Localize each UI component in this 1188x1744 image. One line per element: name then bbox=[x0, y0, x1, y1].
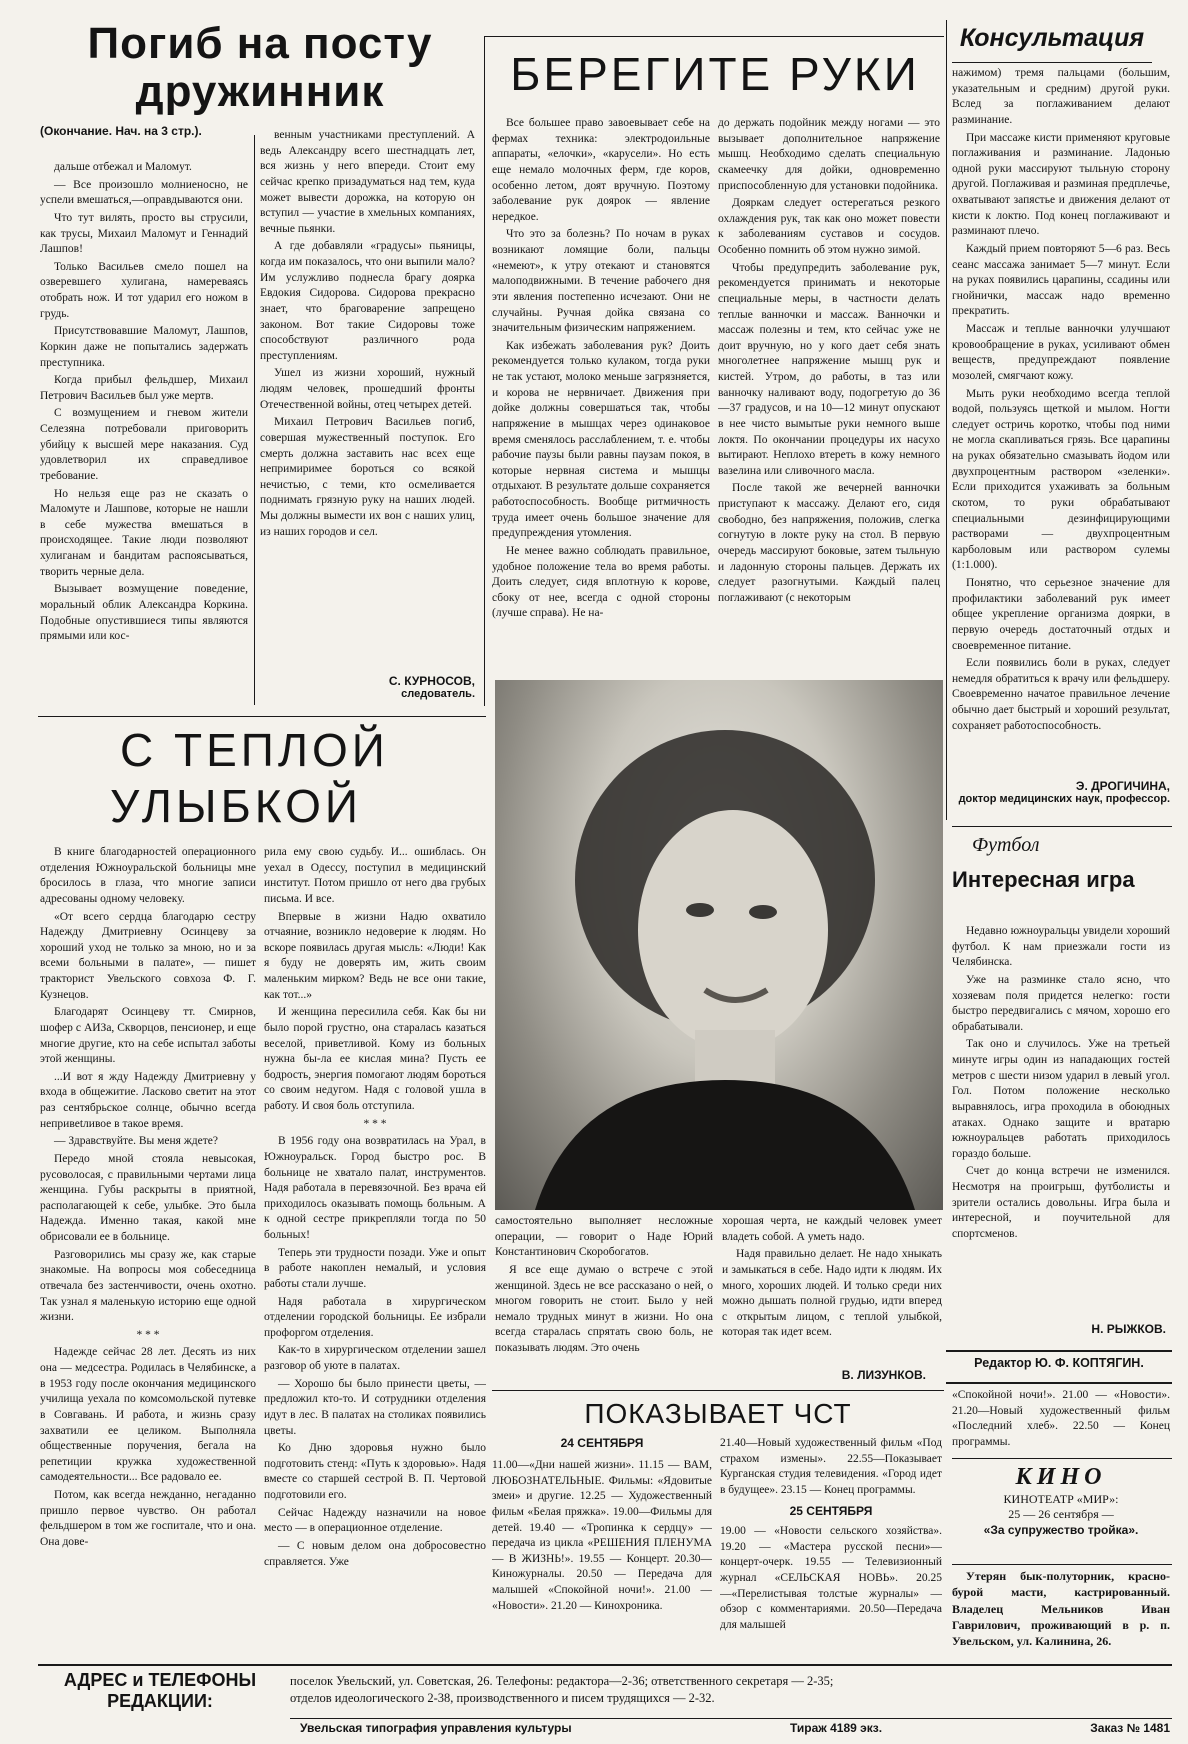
tv-day1-col2 bbox=[720, 1436, 942, 1504]
kino-film: «За супружество тройка». bbox=[983, 1523, 1139, 1537]
column-rule bbox=[254, 135, 255, 705]
paragraph: нажимом) тремя пальцами (большим, указательным и средним) другой руки. Вслед за поглаживанием делают разминание. bbox=[952, 67, 1170, 126]
article-beregite-col1 bbox=[492, 116, 710, 696]
paragraph: Сейчас Надежду назначили на новое место — в операционное отделение. bbox=[264, 1506, 486, 1535]
paragraph: — Здравствуйте. Вы меня ждете? bbox=[54, 1135, 218, 1148]
article-pogib-title-line1: Погиб на посту bbox=[87, 20, 433, 68]
paragraph: Надя работала в хирургическом отделении городской больницы. Ее избрали профоргом отделения. bbox=[264, 1295, 486, 1339]
tv-day2-col3 bbox=[952, 1388, 1170, 1454]
article-beregite bbox=[490, 44, 940, 114]
footer-address-line2: отделов идеологического 2-38, производственного и писем трудящихся — 2-32. bbox=[290, 1691, 715, 1705]
article-ulybka-col3 bbox=[495, 1214, 713, 1384]
editor-line bbox=[946, 1356, 1172, 1380]
tv-title: ПОКАЗЫВАЕТ ЧСТ bbox=[584, 1398, 852, 1429]
paragraph: В 1956 году она возвратилась на Урал, в Южноуральск. Город быстро рос. В больнице не хватало палат, инструментов. Надя работала в перевязочной. Без врача ей приходилось оказывать помощь больным. А к одной сестре прикрепляли тогда по 50 больных! bbox=[264, 1135, 486, 1241]
tv-day2-heading bbox=[720, 1504, 942, 1524]
paragraph: дальше отбежал и Маломут. bbox=[54, 161, 192, 173]
article-pogib-title-line2: дружинник bbox=[135, 67, 385, 116]
paragraph: венным участниками преступлений. А ведь Александру всего шестнадцать лет, вся жизнь у него впереди. Стоит ему сейчас крепко призадуматься над тем, куда может вывести дорожка, на которую он вступил — участие в хмельных компаниях, вечные пьянки. bbox=[260, 129, 475, 235]
signature-name: Э. ДРОГИЧИНА, bbox=[1075, 779, 1170, 793]
paragraph: Счет до конца встречи не изменился. Несмотря на проигрыш, футболисты и зрители остались довольны. Игра была и интересной, и поучительной для спортсменов. bbox=[952, 1165, 1170, 1240]
paragraph: Как-то в хирургическом отделении зашел разговор об уюте в палатах. bbox=[264, 1344, 486, 1372]
paragraph: Массаж и теплые ванночки улучшают кровообращение в руках, усиливают обмен веществ, предупреждают появление мозолей, смягчают кожу. bbox=[952, 323, 1170, 382]
article-pogib-signature bbox=[260, 670, 475, 710]
paragraph: Теперь эти трудности позади. Уже и опыт в работе накоплен немалый, и условия работы стали лучше. bbox=[264, 1246, 486, 1290]
paragraph: Присутствовавшие Маломут, Лашпов, Коркин даже не попытались задержать преступника. bbox=[40, 325, 248, 369]
paragraph: Передо мной стояла невысокая, русоволосая, с правильными чертами лица женщина. Губы раскрыты в приятной, располагающей к себе, улыбке. Это была Надежда. Именно такая, какой мне обрисовали ее в больнице. bbox=[40, 1152, 256, 1243]
tv-listing: 19.00 — «Новости сельского хозяйства». 19.20 — «Мастера русской песни»—концерт-очерк. 19.55 — Телевизионный журнал «СЕЛЬСКАЯ НОВЬ». 20.25—«Перелистывая толстые журналы» — обзор с комментариями. 20.50—Передача для малышей bbox=[720, 1525, 942, 1631]
paragraph: «От всего сердца благодарю сестру Надежду Дмитриевну Осинцеву за хороший уход не только за мною, но и за всеми больными в палате», — пишет тракторист Увельского совхоза Ф. Г. Кузнецов. bbox=[40, 910, 256, 1001]
footer-circulation: Тираж 4189 экз. bbox=[790, 1721, 883, 1735]
paragraph: — С новым делом она добросовестно справляется. Уже bbox=[264, 1539, 486, 1568]
signature-name: В. ЛИЗУНКОВ. bbox=[841, 1368, 926, 1382]
football-header bbox=[952, 834, 1172, 924]
editor-name: Редактор Ю. Ф. КОПТЯГИН. bbox=[974, 1356, 1144, 1370]
paragraph: Разговорились мы сразу же, как старые знакомые. На вопросы моя собеседница отвечала без застенчивости, очень охотно. Так узнал я маленькую историю еще одной жизни. bbox=[40, 1248, 256, 1324]
paragraph: Каждый прием повторяют 5—6 раз. Весь сеанс массажа занимает 5—7 минут. Если на руках появились царапины, ссадины или гнойнички, массаж надо временно прекратить. bbox=[952, 242, 1170, 318]
paragraph: Понятно, что серьезное значение для профилактики заболеваний рук имеет общее укрепление организма доярки, в первую очередь достаточный отдых и своевременное питание. bbox=[952, 577, 1170, 652]
consult-rubric bbox=[952, 24, 1152, 60]
article-ulybka-top-rule bbox=[38, 716, 486, 717]
football-title: Интересная игра bbox=[952, 867, 1135, 892]
consult-rubric-label: Консультация bbox=[959, 24, 1145, 52]
tv-listing: 11.00—«Дни нашей жизни». 11.15 — ВАМ, ЛЮБОЗНАТЕЛЬНЫЕ. Фильмы: «Ядовитые змеи» и другие. 12.25 — Художественный фильм «Белая пряжка». 19.00—Фильмы для детей. 19.40 — «Тропинка к сердцу» — передача из цикла «РЕШЕНИЯ ПЛЕНУМА — В ЖИЗНЬ!». 19.55 — Концерт. 20.30—Киножурналы. 20.50 — Передача для малышей «Спокойной ночи!». 21.00 — «Новости». 21.20 — Кинохроника. bbox=[492, 1459, 712, 1612]
article-beregite-top-rule bbox=[484, 36, 944, 37]
paragraph: — Все произошло молниеносно, не успели вмешаться,—оправдываются они. bbox=[40, 178, 248, 207]
paragraph: Если появились боли в руках, следует немедля обратиться к врачу или фельдшеру. Своевременно начатое правильное лечение обычно дает быстрый и хороший результат, сохраняет работоспособность. bbox=[952, 657, 1170, 732]
editor-top-rule bbox=[946, 1350, 1172, 1352]
paragraph: Благодарят Осинцеву тт. Смирнов, шофер с АИЗа, Скворцов, пенсионер, и еще многие другие, кто на себе испытал заботы этой женщины. bbox=[40, 1006, 256, 1066]
article-ulybka-title-line1: С ТЕПЛОЙ bbox=[120, 724, 389, 776]
paragraph: Впервые в жизни Надю охватило отчаяние, возникло недоверие к людям. Но вскоре появилась другая мысль: «Люди! Как я буду не доверять им, жить своим маленьким мирком? Ведь не все они такие, как тот...» bbox=[264, 910, 486, 1001]
kino-top-rule bbox=[952, 1458, 1172, 1459]
article-ulybka-col1 bbox=[40, 845, 256, 1670]
paragraph: — Хорошо бы было принести цветы, — предложил кто-то. И сотрудники отделения идут в лес. В палатах на столиках появились цветы. bbox=[264, 1377, 486, 1437]
notice-section bbox=[952, 1568, 1170, 1658]
tv-day1-heading bbox=[492, 1436, 712, 1456]
article-ulybka-title-line2: УЛЫБКОЙ bbox=[110, 780, 362, 832]
footer-imprint bbox=[290, 1721, 1170, 1741]
signature-role: следователь. bbox=[401, 688, 475, 700]
article-beregite-left-rule bbox=[484, 36, 485, 706]
paragraph: Надежде сейчас 28 лет. Десять из них она — медсестра. Родилась в Челябинске, а в 1953 году после окончания медицинского училища уехала по комсомольской путевке в Совгавань. И работа, и жизнь сразу захватили ее целиком. Выполняла общественные поручения, бегала на репетиции кружка художественной самодеятельности... Все радовало ее. bbox=[40, 1346, 256, 1484]
tv-day1-col1 bbox=[492, 1458, 712, 1658]
tv-day2-col2 bbox=[720, 1524, 942, 1658]
paragraph: Я все еще думаю о встрече с этой женщиной. Здесь не все рассказано о ней, о многом говорить не стоит. Было у ней немало трудных минут в жизни. Но она всегда старалась спрятать свою боль, не показывать людям. Это очень bbox=[495, 1263, 713, 1354]
paragraph: до держать подойник между ногами — это вызывает дополнительное напряжение мышц. Необходимо сделать специальную скамеечку для дойки, одновременно приспособленную для установки подойника. bbox=[718, 117, 940, 192]
signature-role: доктор медицинских наук, профессор. bbox=[958, 793, 1170, 805]
paragraph: Ушел из жизни хороший, нужный людям человек, прошедший фронты Отечественной войны, отец четырех детей. bbox=[260, 367, 475, 411]
consult-rubric-rule bbox=[952, 62, 1152, 63]
footer-address-line1: поселок Увельский, ул. Советская, 26. Телефоны: редактора—2-36; ответственного секретаря — 2-35; bbox=[290, 1674, 834, 1688]
paragraph: Уже на разминке стало ясно, что хозяевам поля придется нелегко: гости быстро передвигались с мячом, хорошо его обрабатывали. bbox=[952, 973, 1170, 1033]
tv-listing: «Спокойной ночи!». 21.00 — «Новости». 21.20—Новый художественный фильм «Последний хлеб». 22.50 — Конец программы. bbox=[952, 1389, 1170, 1448]
paragraph: Что это за болезнь? По ночам в руках возникают ломящие боли, пальцы «немеют», к утру отекают и становятся малоподвижными. В течение рабочего дня эти явления постепенно исчезают. Они не случайны. Ручная дойка связана со значительным физическим напряжением. bbox=[492, 228, 710, 335]
paragraph: Что тут вилять, просто вы струсили, как трусы, Михаил Маломут и Геннадий Лашпов! bbox=[40, 211, 248, 256]
paragraph: самостоятельно выполняет несложные операции, — говорит о Наде Юрий Константинович Скоробогатов. bbox=[495, 1215, 713, 1259]
paragraph: Но нельзя еще раз не сказать о Маломуте и Лашпове, которые не нашли в себе мужества вмешаться в происходящее. Такие люди позволяют хулиганам и бандитам распоясываться, творить черные дела. bbox=[40, 487, 248, 578]
paragraph: Все большее право завоевывает себе на фермах техника: электродоильные аппараты, «елочки», «карусели». Но есть еще немало молочных ферм, где коров, особенно летом, доят вручную. Поэтому заболевание рук доярок — явление нередкое. bbox=[492, 117, 710, 223]
paragraph: Чтобы предупредить заболевание рук, рекомендуется принимать и некоторые специальные меры, в частности делать теплые ванночки и массаж. Ванночки и массаж полезны и тем, кто сейчас уже не доит вручную, но у кого дает себя знать многолетнее напряжение мышц рук и кистей. Утром, до работы, в таз или ванночку наливают воду, подогретую до 36—37 градусов, и на 10—12 минут опускают в нее чисто вымытые руки немного выше локтя. По окончании процедуры их насухо вытирают. Неплохо втереть в кожу немного вазелина или сливочного масла. bbox=[718, 261, 940, 477]
footer-order: Заказ № 1481 bbox=[1090, 1721, 1170, 1735]
article-pogib-col1 bbox=[40, 160, 248, 700]
article-beregite-col2 bbox=[718, 116, 940, 696]
paragraph: В книге благодарностей операционного отделения Южноуральской больницы мне бросилось в глаза, что многие записи адресованы одному человеку. bbox=[40, 846, 256, 905]
paragraph: рила ему свою судьбу. И... ошиблась. Он уехал в Одессу, поступил в медицинский институт. Потом пришло от него два грубых письма. И все. bbox=[264, 846, 486, 905]
signature-name: Н. РЫЖКОВ. bbox=[1091, 1322, 1166, 1336]
kino-theatre: КИНОТЕАТР «МИР»: bbox=[1003, 1492, 1119, 1506]
footer-address bbox=[290, 1673, 1170, 1713]
column-rule bbox=[946, 20, 947, 820]
paragraph: хорошая черта, не каждый человек умеет владеть собой. А уметь надо. bbox=[722, 1215, 942, 1243]
paragraph: Надя правильно делает. Не надо хныкать и замыкаться в себе. Надо идти к людям. Их много, хороших людей. И только среди них можно дышать полной грудью, идти вперед с открытым лицом, с теплой улыбкой, которая так идет всем. bbox=[722, 1248, 942, 1339]
signature-name: С. КУРНОСОВ, bbox=[388, 674, 475, 688]
paragraph: Потом, как всегда нежданно, негаданно пришло первое чувство. Он работал фельдшером в том же госпитале, что и она. Она дове- bbox=[40, 1489, 256, 1548]
article-beregite-title: БЕРЕГИТЕ РУКИ bbox=[510, 48, 920, 100]
football-rubric: Футбол bbox=[972, 834, 1040, 856]
article-ulybka-title bbox=[100, 722, 480, 840]
footer-label-line2: РЕДАКЦИИ: bbox=[107, 1691, 213, 1711]
consult-text bbox=[952, 66, 1170, 791]
kino-title: КИНО bbox=[1015, 1464, 1107, 1490]
paragraph: И женщина пересилила себя. Как бы ни было порой грустно, она старалась казаться веселой, приветливой. Кому из больных нужна бы-ла ее кислая мина? Пусть ее бодрость, энергия помогают людям бороться со своим недугом. Надя с головой ушла в работу. И своя боль отступила. bbox=[264, 1006, 486, 1112]
article-pogib-col2 bbox=[260, 128, 475, 668]
paragraph: С возмущением и гневом жители Селезяна потребовали приговорить убийцу к высшей мере наказания. Суд удовлетворил их справедливое требование. bbox=[40, 407, 248, 482]
tv-day2-label: 25 СЕНТЯБРЯ bbox=[789, 1504, 873, 1518]
paragraph: ...И вот я жду Надежду Дмитриевну у входа в общежитие. Ласково светит на этот раз сентябрьское солнце, обычно всегда непривetливое в такое время. bbox=[40, 1070, 256, 1130]
kino-bottom-rule bbox=[952, 1564, 1172, 1565]
footer-mid-rule bbox=[290, 1718, 1172, 1719]
paragraph: Мыть руки необходимо всегда теплой водой, пользуясь щеткой и мылом. Ногти следует остричь коротко, чтобы под ними не могла скапливаться грязь. Все царапины на руках обязательно смазывать йодом или двухпроцентным раствором «зеленки». Если приходится ухаживать за больным скотом, то руки обрабатывают специальными дезинфицирующими растворами — двухпроцентным карболовым или раствором сулемы (1:1.000). bbox=[952, 387, 1170, 572]
paragraph: Как избежать заболевания рук? Доить рекомендуется только кулаком, тогда руки не так устают, молоко меньше загрязняется, и корова не нервничает. Движения при дойке должны совершаться так, чтобы напряжение в мышцах через одинаковое время сменялось расслаблением, т. е. чтобы рабочие паузы были равны паузам покоя, в которые нервная система и мышцы отдыхают. В результате дольше сохраняется работоспособность. Вообще ритмичность труда имеет очень большое значение для предупреждения утомления. bbox=[492, 339, 710, 540]
footer-top-rule bbox=[38, 1664, 1172, 1666]
article-ulybka-col2 bbox=[264, 845, 486, 1670]
editor-bottom-rule bbox=[946, 1382, 1172, 1384]
tv-day1-label: 24 СЕНТЯБРЯ bbox=[560, 1436, 644, 1450]
article-ulybka-bottom-rule bbox=[492, 1390, 944, 1391]
kino-dates: 25 — 26 сентября — bbox=[1008, 1507, 1114, 1521]
paragraph: После такой же вечерней ванночки приступают к массажу. Делают его, сидя свободно, без напряжения, положив, слегка согнутую в локте руку на стол. В первую очередь массируют боковые, затем тыльную и ладонную стороны пальцев. Держать их следует разогнутыми. Каждый палец поглаживают (с некоторым bbox=[718, 482, 940, 604]
paragraph: Так оно и случилось. Уже на третьей минуте игры один из нападающих гостей метров с шести низом ударил в левый угол. Гол. Потом положение несколько выравнялось, игра проходила в обоюдных атаках. Однако защите и вратарю южноуральцев работать приходилось гораздо больше. bbox=[952, 1038, 1170, 1160]
portrait-illustration bbox=[495, 680, 943, 1210]
tv-listing: 21.40—Новый художественный фильм «Под страхом измены». 22.55—Показывает Курганская студия телевидения. «Город идет в будущее». 23.15 — Конец программы. bbox=[720, 1437, 942, 1496]
paragraph: Недавно южноуральцы увидели хороший футбол. К нам приезжали гости из Челябинска. bbox=[952, 925, 1170, 969]
paragraph: Ко Дню здоровья нужно было подготовить стенд: «Путь к здоровью». Надя вместе со старшей сестрой В. П. Чертовой подготовили его. bbox=[264, 1442, 486, 1501]
article-ulybka-signature bbox=[722, 1368, 926, 1388]
consult-signature bbox=[952, 775, 1170, 820]
article-pogib-subtitle: (Окончание. Нач. на 3 стр.). bbox=[40, 124, 202, 138]
football-signature bbox=[952, 1318, 1166, 1340]
paragraph: Не менее важно соблюдать правильное, удобное положение тела во время работы. Доить следует, сидя вплотную к корове, сбоку от нее, всегда с одной стороны (лучше справа). Не на- bbox=[492, 544, 710, 620]
article-ulybka-col4 bbox=[722, 1214, 942, 1384]
kino-section bbox=[952, 1462, 1170, 1562]
paragraph: Вызывает возмущение поведение, моральный облик Александра Коркина. Подобные опустившиеся типы являются прямыми или кос- bbox=[40, 583, 248, 643]
section-divider: * * * bbox=[363, 1117, 387, 1130]
footer-printer: Увельская типография управления культуры bbox=[300, 1721, 572, 1735]
notice-text: Утерян бык-полуторник, красно-бурой масти, кастрированный. Владелец Мельников Иван Гаврилович, проживающий в р. п. Увельском, ул. Калинина, 26. bbox=[952, 1569, 1170, 1649]
footer-label-line1: АДРЕС и ТЕЛЕФОНЫ bbox=[63, 1670, 257, 1690]
paragraph: Когда прибыл фельдшер, Михаил Петрович Васильев был уже мертв. bbox=[40, 374, 248, 402]
section-divider: * * * bbox=[136, 1328, 160, 1341]
footer-label bbox=[40, 1670, 280, 1716]
paragraph: При массаже кисти применяют круговые поглаживания и разминание. Ладонью одной руки массируют тыльную сторону другой. Поглаживая и разминая предплечье, охватывают запястье и движения делают от кисти к локтю. Под конец поглаживают и разминают плечо. bbox=[952, 131, 1170, 238]
football-text bbox=[952, 924, 1170, 1314]
consult-bottom-rule bbox=[952, 826, 1172, 827]
paragraph: Только Васильев смело пошел на озверевшего хулигана, намереваясь отобрать нож. И тот ударил его ножом в грудь. bbox=[40, 260, 248, 320]
portrait-photo bbox=[495, 680, 943, 1210]
paragraph: Михаил Петрович Васильев погиб, совершая мужественный поступок. Его смерть должна заставить нас всех еще непримиримее бороться со всякой нечистью, с теми, кто осмеливается поднимать грязную руку на наших людей. Мы должны вымести их вон с наших улиц, из наших городов и сел. bbox=[260, 416, 475, 538]
paragraph: Дояркам следует остерегаться резкого охлаждения рук, так как оно может повести к заболеваниям суставов и сосудов. Особенно помнить об этом нужно зимой. bbox=[718, 197, 940, 256]
paragraph: А где добавляли «градусы» пьяницы, когда им показалось, что они выпили мало? Им услужливо поднесла брагу доярка Евдокия Сидорова. Сидорова прекрасно знает, что браговарение запрещено законом. Вот такие Сидоровы тоже способствуют различного рода преступлениям. bbox=[260, 240, 475, 362]
